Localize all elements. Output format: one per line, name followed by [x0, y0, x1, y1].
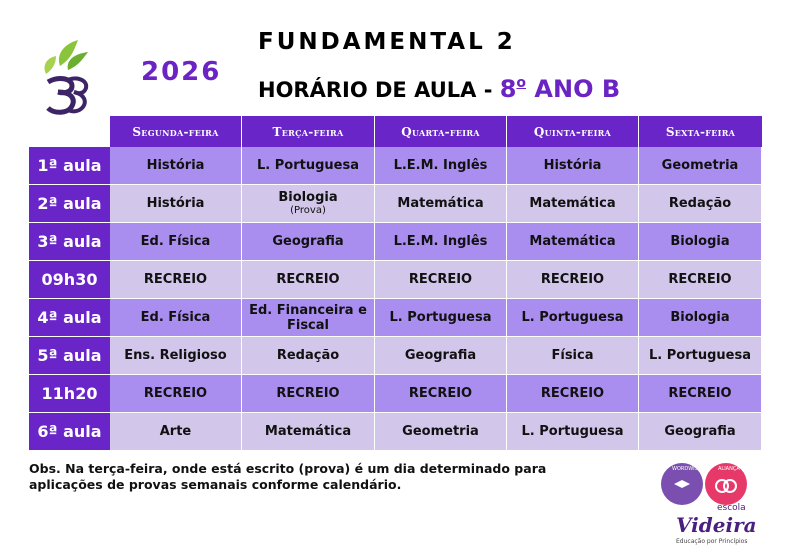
day-header: Terça-feira [242, 116, 375, 147]
table-cell: Ed. Financeira e Fiscal [242, 299, 375, 337]
table-cell: Geografia [242, 223, 375, 261]
time-slot-label: 4ª aula [29, 299, 110, 337]
schedule-title-prefix: HORÁRIO DE AULA - [258, 78, 500, 102]
table-cell: RECREIO [242, 375, 375, 413]
table-cell: Matemática [507, 223, 639, 261]
table-cell: Ed. Física [110, 299, 242, 337]
grade-ordinal: o [516, 75, 527, 91]
table-header-row [29, 116, 762, 147]
table-cell: História [110, 185, 242, 223]
day-header: Quarta-feira [375, 116, 507, 147]
time-slot-label: 11h20 [29, 375, 110, 413]
schedule-title [258, 75, 620, 103]
time-slot-label: 2ª aula [29, 185, 110, 223]
table-cell: História [110, 147, 242, 185]
table-cell: L.E.M. Inglês [375, 147, 507, 185]
table-cell: RECREIO [507, 375, 639, 413]
table-cell: RECREIO [639, 261, 762, 299]
alianca-badge-label: ALIANÇA [718, 466, 740, 472]
table-row [29, 261, 762, 299]
table-cell: L. Portuguesa [507, 413, 639, 450]
day-header: Segunda-feira [110, 116, 242, 147]
table-cell: L. Portuguesa [639, 337, 762, 375]
table-cell: Ed. Física [110, 223, 242, 261]
grade-label [500, 75, 620, 103]
brand-tagline: Educação por Princípios [676, 538, 748, 545]
table-cell: Matemática [375, 185, 507, 223]
table-cell: RECREIO [639, 375, 762, 413]
time-slot-label: 1ª aula [29, 147, 110, 185]
table-cell: História [507, 147, 639, 185]
table-cell: Geometria [639, 147, 762, 185]
table-cell: RECREIO [375, 375, 507, 413]
school-year: 2026 [141, 57, 222, 87]
table-row [29, 185, 762, 223]
table-cell: RECREIO [375, 261, 507, 299]
time-slot-label: 6ª aula [29, 413, 110, 450]
grade-suffix: ANO B [526, 75, 621, 103]
school-logo-icon [38, 36, 98, 120]
grade-number: 8 [499, 75, 517, 103]
table-cell: L.E.M. Inglês [375, 223, 507, 261]
table-cell: RECREIO [507, 261, 639, 299]
day-header: Quinta-feira [507, 116, 639, 147]
table-cell: RECREIO [242, 261, 375, 299]
table-cell: RECREIO [110, 261, 242, 299]
table-cell: Arte [110, 413, 242, 450]
table-cell: L. Portuguesa [242, 147, 375, 185]
table-cell: Redação [639, 185, 762, 223]
wordwise-badge-label: WORDWISE [672, 466, 701, 472]
table-cell: Geometria [375, 413, 507, 450]
table-cell: L. Portuguesa [507, 299, 639, 337]
day-header: Sexta-feira [639, 116, 762, 147]
schedule-table [29, 116, 762, 450]
time-slot-label: 5ª aula [29, 337, 110, 375]
school-level-title: FUNDAMENTAL 2 [258, 29, 516, 55]
table-cell: Biologia [639, 299, 762, 337]
table-cell: L. Portuguesa [375, 299, 507, 337]
table-cell [242, 185, 375, 223]
cell-subject: Biologia [278, 190, 338, 205]
exam-note: (Prova) [290, 205, 326, 216]
table-cell: Ens. Religioso [110, 337, 242, 375]
table-row [29, 299, 762, 337]
table-cell: Redação [242, 337, 375, 375]
table-corner [29, 116, 110, 147]
brand-name: Videira [676, 513, 757, 537]
table-row [29, 413, 762, 450]
table-cell: Biologia [639, 223, 762, 261]
time-slot-label: 3ª aula [29, 223, 110, 261]
brand-escola: escola [717, 503, 746, 513]
time-slot-label: 09h30 [29, 261, 110, 299]
table-cell: Matemática [242, 413, 375, 450]
table-row [29, 147, 762, 185]
table-row [29, 375, 762, 413]
observation-note: Obs. Na terça-feira, onde está escrito (prova) é um dia determinado para aplicações de provas semanais conforme calendário. [29, 461, 547, 492]
table-row [29, 223, 762, 261]
table-cell: RECREIO [110, 375, 242, 413]
table-row [29, 337, 762, 375]
table-cell: Geografia [375, 337, 507, 375]
table-cell: Física [507, 337, 639, 375]
table-cell: Matemática [507, 185, 639, 223]
table-cell: Geografia [639, 413, 762, 450]
